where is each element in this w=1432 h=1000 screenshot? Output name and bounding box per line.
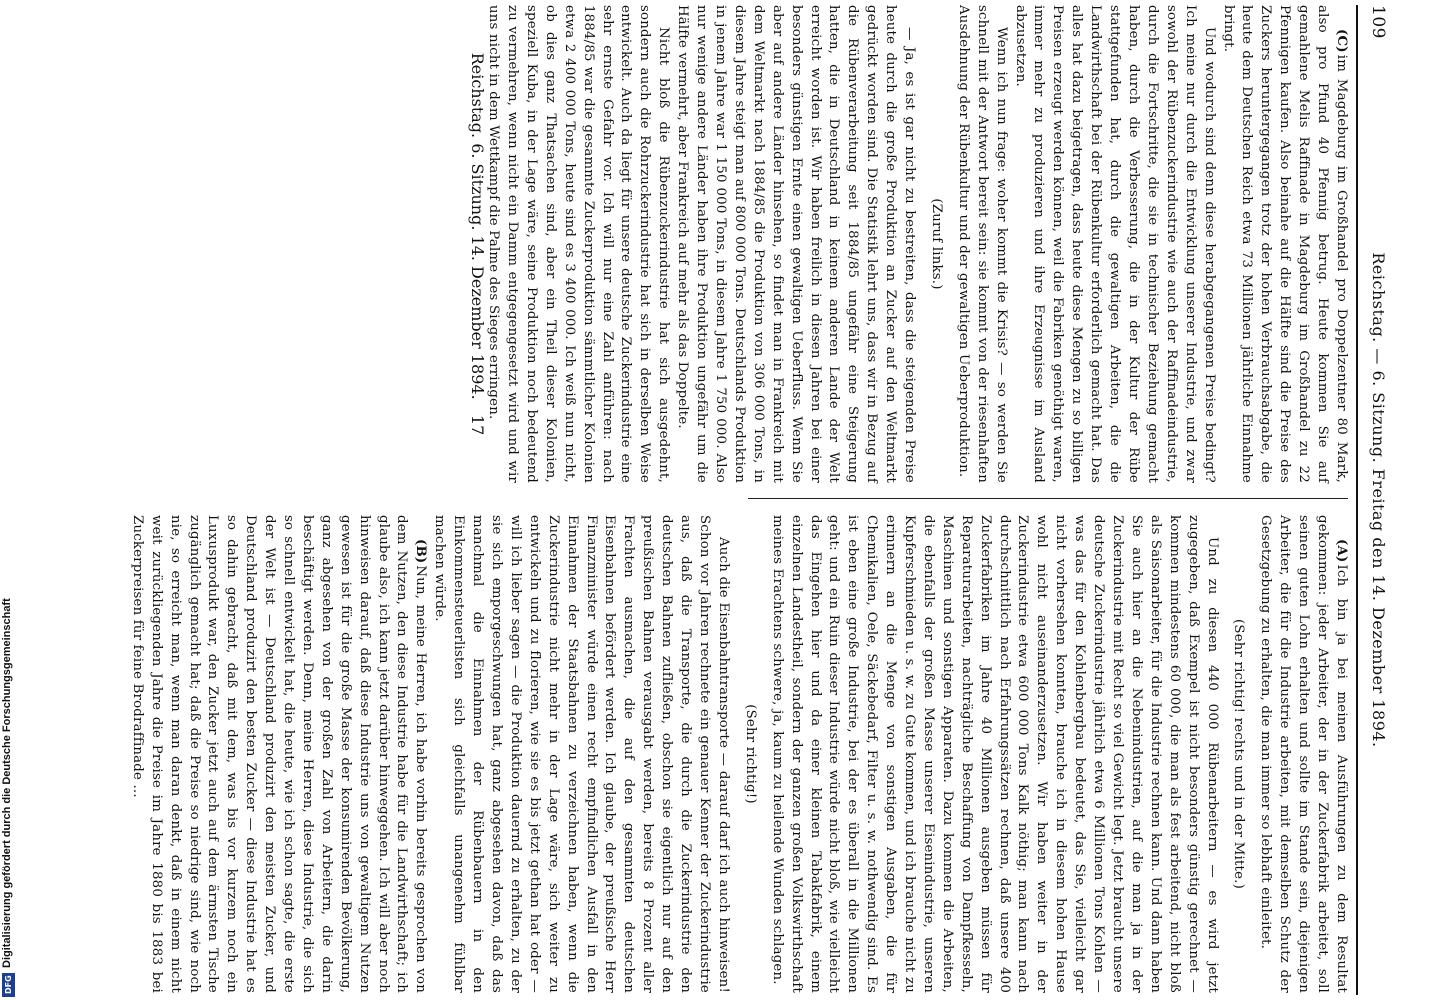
right-column <box>127 515 1350 993</box>
interjection: (Sehr richtig!) <box>742 704 758 804</box>
dfg-logo-icon: DFG <box>2 973 15 997</box>
paragraph: — Ja, es ist gar nicht zu bestreiten, dass die steigenden Preise heute durch die große Produktion an Zucker auf den Weltmarkt gedrückt worden sind. Die Statistik lehrt uns, dass wir in Bezug auf die Rübenverarbeitung seit 1884/85 ungefähr eine Steigerung hatten, die in Deutschland in keinem anderen Lande der Welt erreicht worden ist. Wir haben freilich in diesen Jahren bei einer besonders günstigen Ernte einen gewaltigen Ueberfluss. Wenn Sie aber auf andere Länder hinsehen, so findet man in Frankreich mit dem Weltmarkt nach 1884/85 die Produktion von 306 000 Tons, in diesem Jahre steigt man auf 800 000 Tons. Deutschlands Produktion in jenem Jahre war 1 150 000 Tons, in diesem Jahre 1 750 000. Also nur wenige andere Länder haben ihre Produktion ungefähr um die Hälfte vermehrt, aber Frankreich auf mehr als das Doppelte. <box>675 5 918 483</box>
margin-marker: (A) <box>1334 539 1349 563</box>
interjection: (Sehr richtig! rechts und in der Mitte.) <box>1231 619 1247 889</box>
bottom-page-number: 17 <box>468 414 487 436</box>
interjection: (Zuruf links.) <box>928 198 944 290</box>
paragraph: (B)Nun, meine Herren, ich habe vorhin bereits gesprochen von dem Nutzen, den diese Industrie habe für die Landwirthschaft; ich glaube also, ich kann jetzt darüber hinweggehen. Ich will aber noch hinweisen darauf, daß diese Industrie uns von gewaltigem Nutzen gewesen ist für die große Masse der konsumirenden Bevölkerung, ganz abgesehen von der großen Zahl von Arbeitern, die darin beschäftigt werden. Denn, meine Herren, diese Industrie, die sich so schnell entwickelt hat, die heute, wie ich schon sagte, die erste der Welt ist — Deutschland produzirt den meisten Zucker, und Deutschland produzirt den besten Zucker — diese Industrie hat es so dahin gebracht, daß mit dem, was bis vor kurzem noch ein Luxusprodukt war, den Zucker jetzt auch auf dem ärmsten Tische zugänglich gemacht hat; daß die Preise so niedrige sind, wie noch nie, so erreicht man, wenn man daran denkt, daß in einem nicht weit zurückliegenden Jahre die Preise im Jahre 1880 bis 1883 bei Zuckerpreisen für feine Brodraffinade ... <box>129 515 429 993</box>
running-title: Reichstag. — 6. Sitzung. Freitag den 14. Dezember 1894. <box>1369 252 1388 748</box>
paragraph: Auch die Eisenbahntransporte — darauf darf ich auch hinweisen! Schon vor Jahren rechnete ein genauer Kenner der Zuckerindustrie aus, daß die Transporte, die durch die Zuckerindustrie den deutschen Bahnen zufließen, obschon sie eigentlich nur auf den preußischen Bahnen verausgabt werden, bereits 8 Prozent aller Frachten ausmachen, die auf den gesammten deutschen Eisenbahnen befördert werden. Ich glaube, der preußische Herr Finanzminister würde einen recht empfindlichen Ausfall in den Einnahmen der Staatsbahnen zu verzeichnen haben, wenn die Zuckerindustrie nicht mehr in der Lage wäre, sich weiter zu entwickeln und zu florieren, wie sie es bis jetzt gethan hat oder — will ich lieber sagen — die Produktion dauernd zu erhalten, zu der sie sich emporgeschwungen hat, ganz abgesehen davon, daß das manchmal die Einnahmen der Rübenbauern in den Einkommensteuerlisten sich gleichfalls unangenehm fühlbar machen würde. <box>432 515 731 993</box>
digitization-credit: Digitalisierung gefördert durch die Deutsche Forschungsgemeinschaft <box>1 598 13 968</box>
document-page <box>12 5 1392 995</box>
header-rule <box>1356 5 1358 995</box>
digitization-sidebar <box>1 0 17 1000</box>
column-divider <box>748 498 1348 499</box>
paragraph: Und zu diesen 440 000 Rübenarbeitern — es wird jetzt zugegeben, daß Exempel ist nicht besonders günstig gerechnet — kommen mindestens 60 000, die man als fest arbeitend, nicht bloß als Saisonarbeiter, für die Industrie rechnen kann. Und dann haben Sie auch hier an die Nebenindustrien, auf die man ja in der Zuckerindustrie mit Recht so viel Gewicht legt. Jetzt braucht unsere deutsche Zuckerindustrie jährlich etwa 6 Millionen Tons Kohlen — was das für den Kohlenbergbau bedeutet, das Sie, vielleicht gar nicht vorhersehen konnten, brauche ich in diesem hohen Hause wohl nicht auseinanderzusetzen. Wir haben weiter in der Zuckerindustrie etwa 600 000 Tons Kalk nöthig; man kann nach durchschnittlich nach Erfahrungssätzen rechnen, daß unsere 400 Zuckerfabriken im Jahre 40 Millionen ausgeben müssen für Reparaturarbeiten, nachträgliche Beschaffung von Dampfkesseln, Maschinen und sonstigen Apparaten. Dazu kommen die Arbeiten, die ebenfalls der großen Masse unserer Eisenindustrie, unseren Kupferschmieden u. s. w. zu Gute kommen, und ich brauche nicht zu erinnern an die Menge von sonstigen Ausgaben, die für Chemikalien, Oele, Säckebedarf, Filter u. s. w. nothwendig sind. Es ist eben eine große Industrie, bei der es überall in die Millionen geht: und ein Ruin dieser Industrie würde nicht bloß, wie vielleicht das Eingehen hier und da einer kleinen Tabakfabrik, einem einzelnen Landestheil, sondern der ganzen großen Volkswirthschaft meines Erachtens schwere, ja, kaum zu heilende Wunden schlagen. <box>769 515 1220 993</box>
page-header <box>1358 5 1392 995</box>
page-number: 109 <box>1368 5 1388 39</box>
signature-mark: Reichstag. 6. Sitzung. 14. Dezember 1894. 17 <box>468 52 487 436</box>
margin-marker: (B) <box>413 539 429 564</box>
paragraph: Wenn ich nun frage: woher kommt die Krisis? — so werden Sie schnell mit der Antwort bereit sein: sie kommt von der riesenhaften Ausdehnung der Rübenkultur und der gewaltigen Ueberproduktion. <box>955 5 1009 483</box>
paragraph: (C)im Magdeburg im Großhandel pro Doppelzentner 80 Mark, also pro Pfund 40 Pfennig betrug. Heute kommen Sie auf gemahlene Melis Raffinade in Magdeburg im Großhandel zu 22 Pfennigen kaufen. Also beinahe auf die Hälfte sind die Preise des Zuckers heruntergegangen trotz der hohen Verbrauchsabgabe, die heute dem Deutschen Reich etwa 73 Millionen jährliche Einnahme bringt. <box>1220 5 1349 483</box>
paragraph: (A)Ich bin ja bei meinen Ausführungen zu dem Resultat gekommen: jeder Arbeiter, der in der Zuckerfabrik arbeitet, soll seinen guten Lohn erhalten und sollte im Stande sein, diejenigen Arbeiter, die für die Industrie arbeiten, mit demselben Schutz der Gesetzgebung zu erhalten, die man immer so lebhaft einleitet. <box>1258 515 1349 993</box>
left-column <box>483 5 1350 483</box>
paragraph: Nicht bloß die Rübenzuckerindustrie hat sich ausgedehnt, sondern auch die Rohrzuckerindustrie hat sich in derselben Weise entwickelt. Auch da liegt für unsere deutsche Zuckerindustrie eine sehr ernste Gefahr vor. Ich will nur eine Zahl anführen: nach 1884/85 war die gesammte Zuckerproduktion sämmtlicher Kolonien etwa 2 400 000 Tons, heute sind es 3 400 000. Ich weiß nun nicht, ob dies ganz Thatsachen sind, aber ein Theil dieser Kolonien, speziell Kuba, in der Lage wäre, seine Produktion noch bedeutend zu vermehren, wenn nicht ein Damm entgegengesetzt wird und wir uns nicht in dem Wettkampf die Palme des Sieges erringen. <box>486 5 672 483</box>
margin-marker: (C) <box>1334 29 1349 53</box>
paragraph: Und wodurch sind denn diese herabgegangenen Preise bedingt? Ich meine nur durch die Entwicklung unserer Industrie, und zwar sowohl der Rübenzuckerindustrie wie auch der Raffinadeindustrie, durch die Fortschritte, die sie in technischer Beziehung gemacht haben, durch die Verbesserung, die in der Kultur der Rübe stattgefunden hat, durch die gewaltigen Arbeiten, die die Landwirthschaft bei der Rübenkultur erforderlich gemacht hat. Das alles hat dazu beigetragen, dass heute diese Mengen zu so billigen Preisen erzeugt werden können, weil die Fabriken genöthigt waren, immer mehr zu produzieren und ihre Erzeugnisse im Ausland abzusetzen. <box>1012 5 1217 483</box>
